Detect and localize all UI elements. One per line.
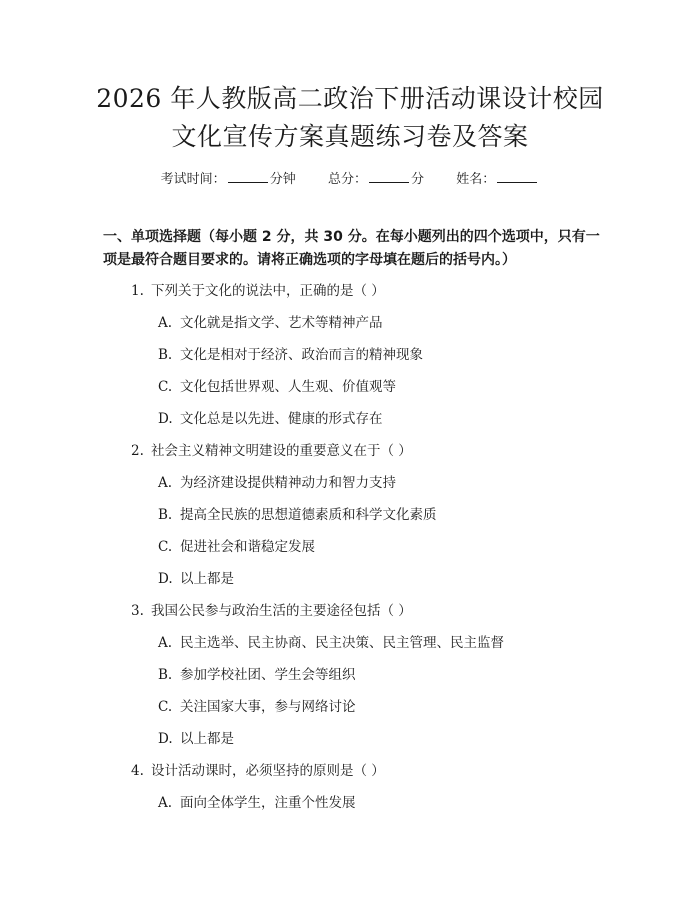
option-4a: A. 面向全体学生，注重个性发展 bbox=[158, 795, 356, 811]
option-2d: D. 以上都是 bbox=[158, 571, 234, 587]
question-text: 社会主义精神文明建设的重要意义在于（ ） bbox=[151, 443, 412, 459]
question-text: 下列关于文化的说法中，正确的是（ ） bbox=[151, 283, 385, 299]
option-1c: C. 文化包括世界观、人生观、价值观等 bbox=[158, 379, 396, 395]
question-3 bbox=[131, 601, 412, 621]
time-label: 考试时间： bbox=[160, 172, 226, 187]
option-2a: A. 为经济建设提供精神动力和智力支持 bbox=[158, 475, 396, 491]
title-line-1: 2026 年人教版高二政治下册活动课设计校园 bbox=[96, 84, 604, 113]
score-blank bbox=[369, 172, 409, 183]
name-blank bbox=[497, 172, 537, 183]
time-unit: 分钟 bbox=[269, 172, 296, 187]
option-1b: B. 文化是相对于经济、政治而言的精神现象 bbox=[158, 347, 423, 363]
question-2 bbox=[131, 441, 412, 461]
question-number: 1. bbox=[131, 283, 144, 299]
option-3d: D. 以上都是 bbox=[158, 731, 234, 747]
option-3a: A. 民主选举、民主协商、民主决策、民主管理、民主监督 bbox=[158, 635, 504, 651]
document-title bbox=[60, 80, 640, 156]
question-number: 4. bbox=[131, 763, 144, 779]
question-number: 2. bbox=[131, 443, 144, 459]
question-text: 设计活动课时，必须坚持的原则是（ ） bbox=[151, 763, 385, 779]
question-text: 我国公民参与政治生活的主要途径包括（ ） bbox=[151, 603, 412, 619]
score-label: 总分： bbox=[327, 172, 367, 187]
option-2b: B. 提高全民族的思想道德素质和科学文化素质 bbox=[158, 507, 437, 523]
score-unit: 分 bbox=[411, 172, 425, 187]
option-2c: C. 促进社会和谐稳定发展 bbox=[158, 539, 315, 555]
question-4 bbox=[131, 761, 385, 781]
question-1 bbox=[131, 281, 385, 301]
option-3b: B. 参加学校社团、学生会等组织 bbox=[158, 667, 356, 683]
question-number: 3. bbox=[131, 603, 144, 619]
section-heading: 一、单项选择题（每小题 2 分，共 30 分。在每小题列出的四个选项中，只有一项是最符合题目要求的。请将正确选项的字母填在题后的括号内。） bbox=[103, 229, 600, 268]
title-line-2: 文化宣传方案真题练习卷及答案 bbox=[171, 122, 529, 151]
option-3c: C. 关注国家大事，参与网络讨论 bbox=[158, 699, 356, 715]
name-label: 姓名： bbox=[456, 172, 496, 187]
option-1a: A. 文化就是指文学、艺术等精神产品 bbox=[158, 315, 383, 331]
option-1d: D. 文化总是以先进、健康的形式存在 bbox=[158, 411, 383, 427]
time-blank bbox=[228, 172, 268, 183]
exam-meta bbox=[0, 168, 700, 187]
